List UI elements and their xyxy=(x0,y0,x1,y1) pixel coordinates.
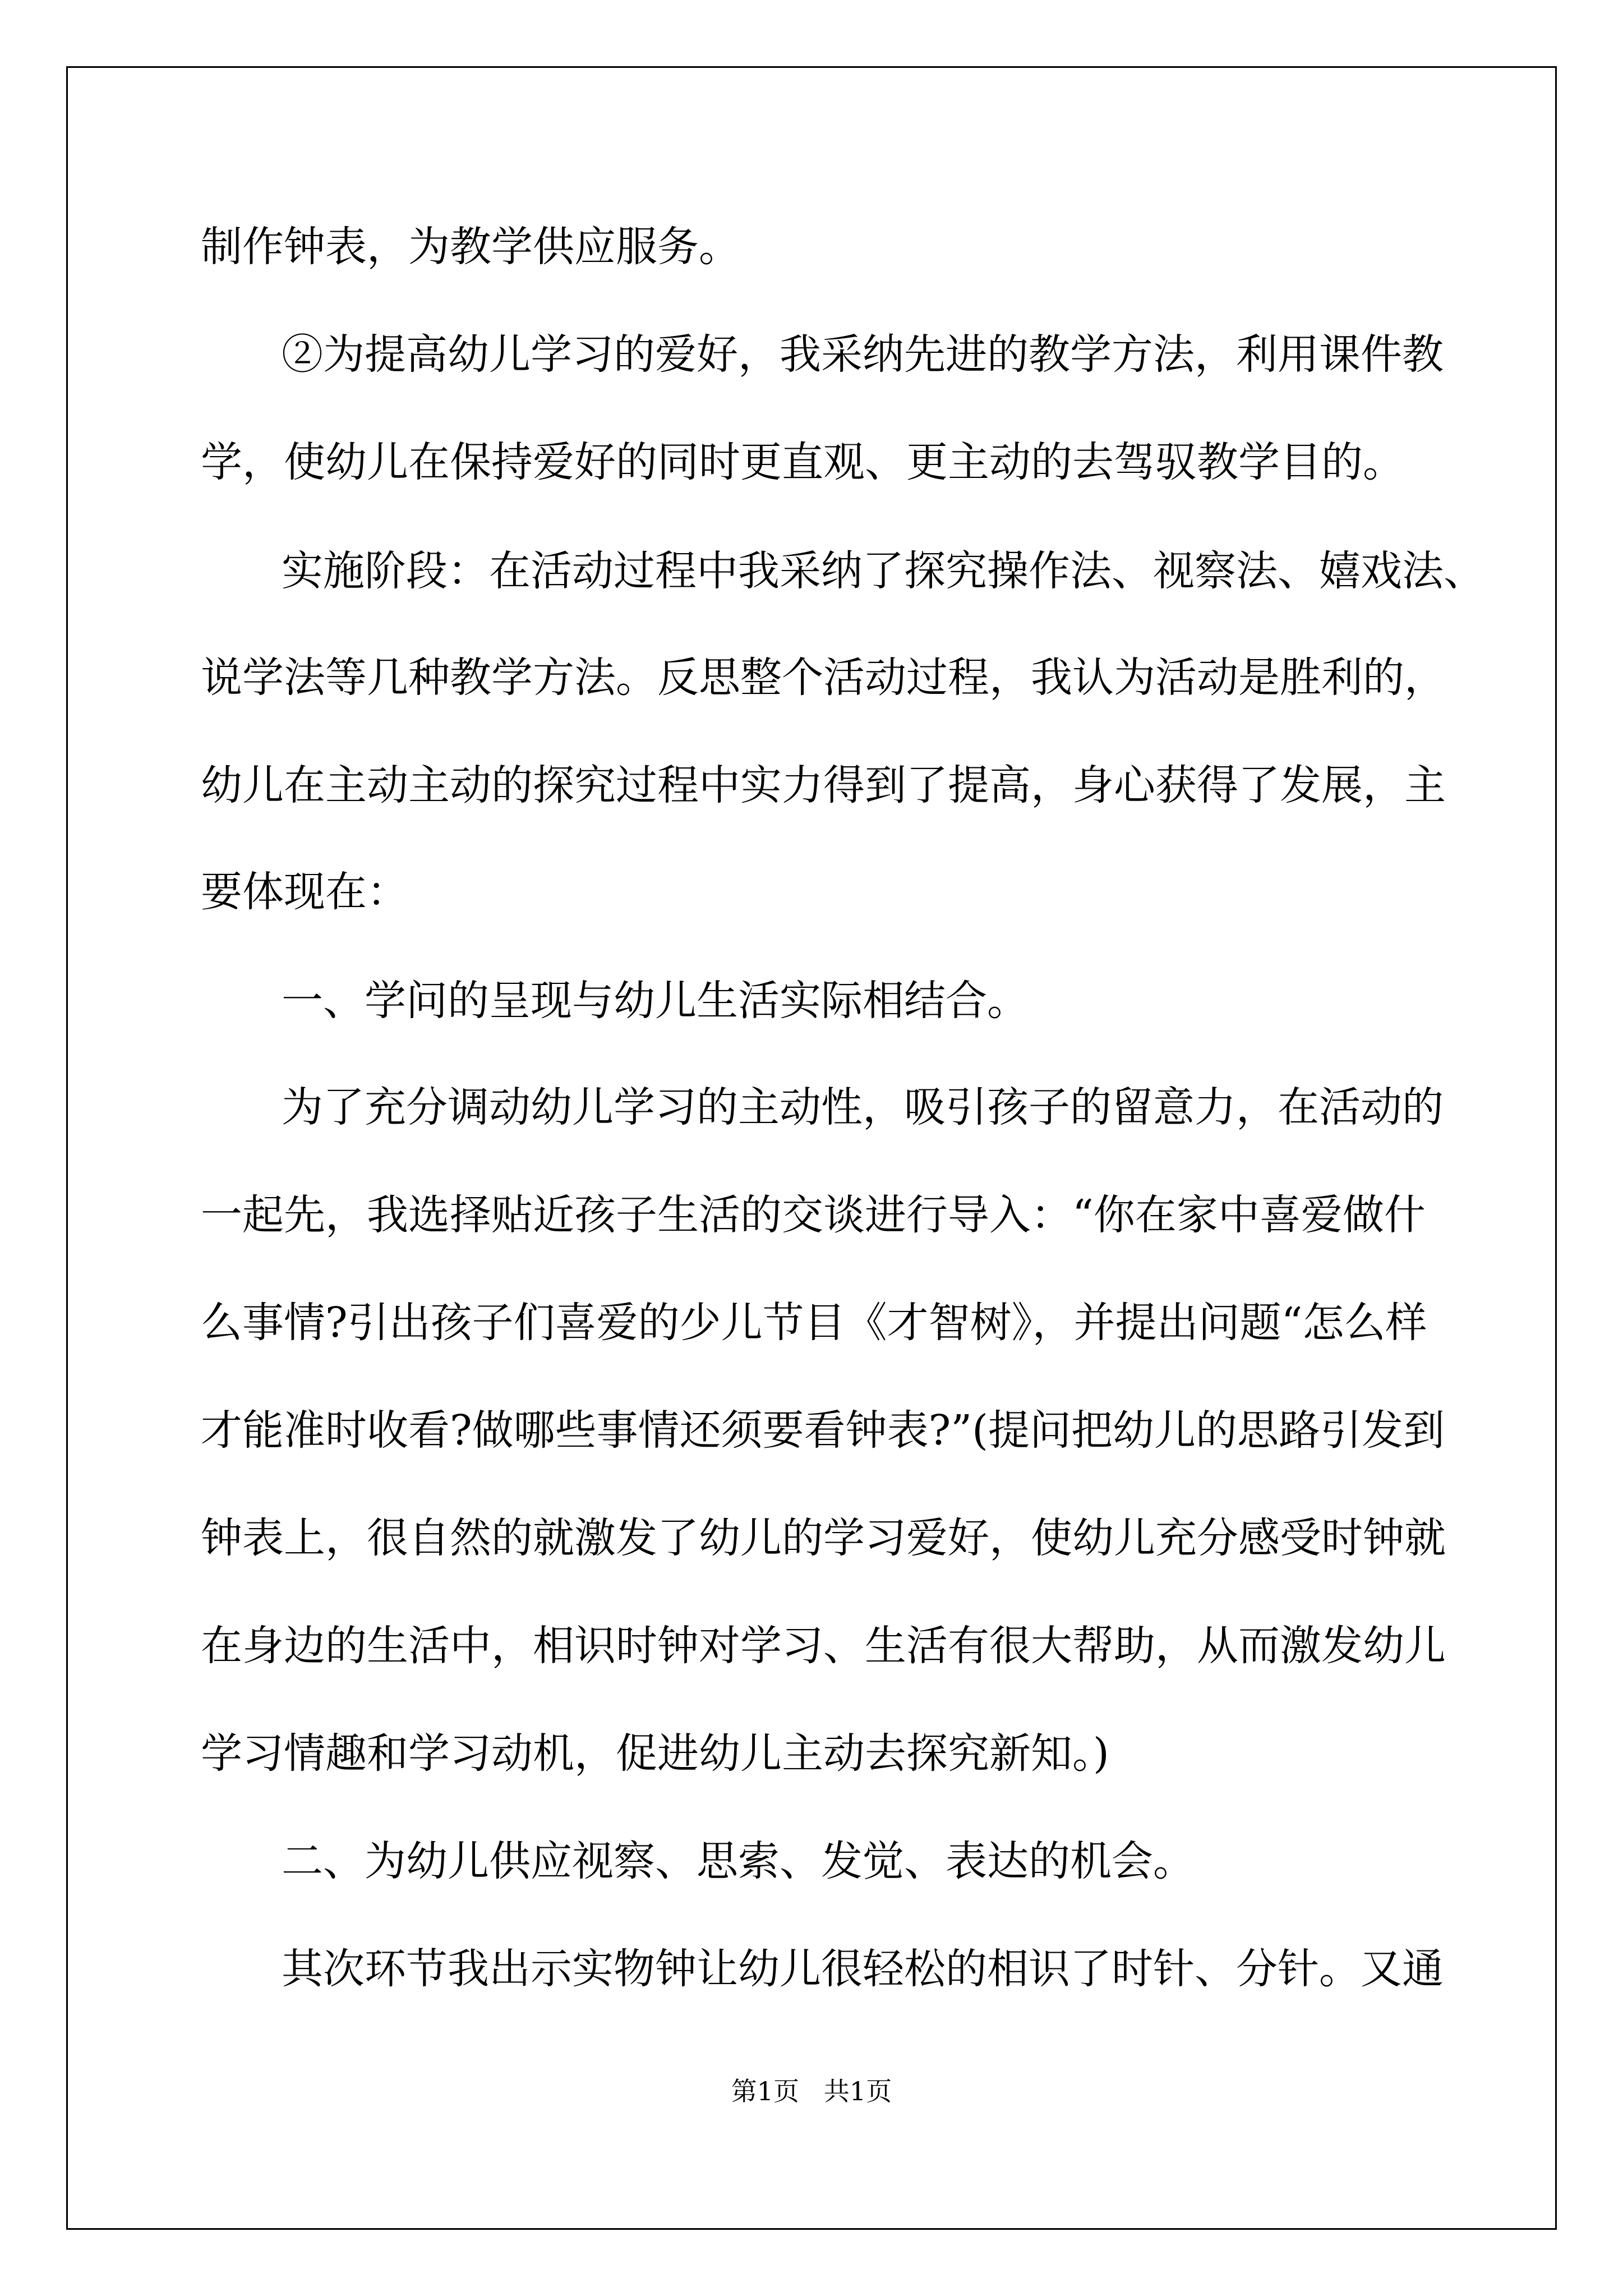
text-line: 制作钟表，为教学供应服务。 xyxy=(201,223,740,271)
page-border xyxy=(66,66,1557,2230)
text-line: 其次环节我出示实物钟让幼儿很轻松的相识了时针、分针。又通 xyxy=(282,1945,1444,1993)
text-line: 钟表上，很自然的就激发了幼儿的学习爱好，使幼儿充分感受时钟就 xyxy=(201,1514,1446,1562)
text-line: 么事情?引出孩子们喜爱的少儿节目《才智树》，并提出问题“怎么样 xyxy=(201,1299,1427,1347)
text-line: 一起先，我选择贴近孩子生活的交谈进行导入：“你在家中喜爱做什 xyxy=(201,1191,1426,1239)
text-line: ②为提高幼儿学习的爱好，我采纳先进的教学方法，利用课件教 xyxy=(282,330,1444,379)
text-line: 才能准时收看?做哪些事情还须要看钟表?”(提问把幼儿的思路引发到 xyxy=(201,1406,1445,1455)
text-line: 实施阶段：在活动过程中我采纳了探究操作法、视察法、嬉戏法、 xyxy=(282,547,1485,595)
text-line: 要体现在： xyxy=(201,868,408,916)
page-number: 第1页 共1页 xyxy=(731,2076,892,2106)
text-line: 二、为幼儿供应视察、思索、发觉、表达的机会。 xyxy=(282,1837,1195,1885)
text-line: 学习情趣和学习动机，促进幼儿主动去探究新知。) xyxy=(201,1729,1109,1778)
text-line: 为了充分调动幼儿学习的主动性，吸引孩子的留意力，在活动的 xyxy=(282,1083,1444,1131)
text-line: 幼儿在主动主动的探究过程中实力得到了提高，身心获得了发展，主 xyxy=(201,761,1446,809)
text-line: 在身边的生活中，相识时钟对学习、生活有很大帮助，从而激发幼儿 xyxy=(201,1622,1446,1670)
text-line: 一、学问的呈现与幼儿生活实际相结合。 xyxy=(282,977,1029,1025)
text-line: 说学法等几种教学方法。反思整个活动过程，我认为活动是胜利的， xyxy=(201,654,1446,702)
text-line: 学，使幼儿在保持爱好的同时更直观、更主动的去驾驭教学目的。 xyxy=(201,438,1404,486)
